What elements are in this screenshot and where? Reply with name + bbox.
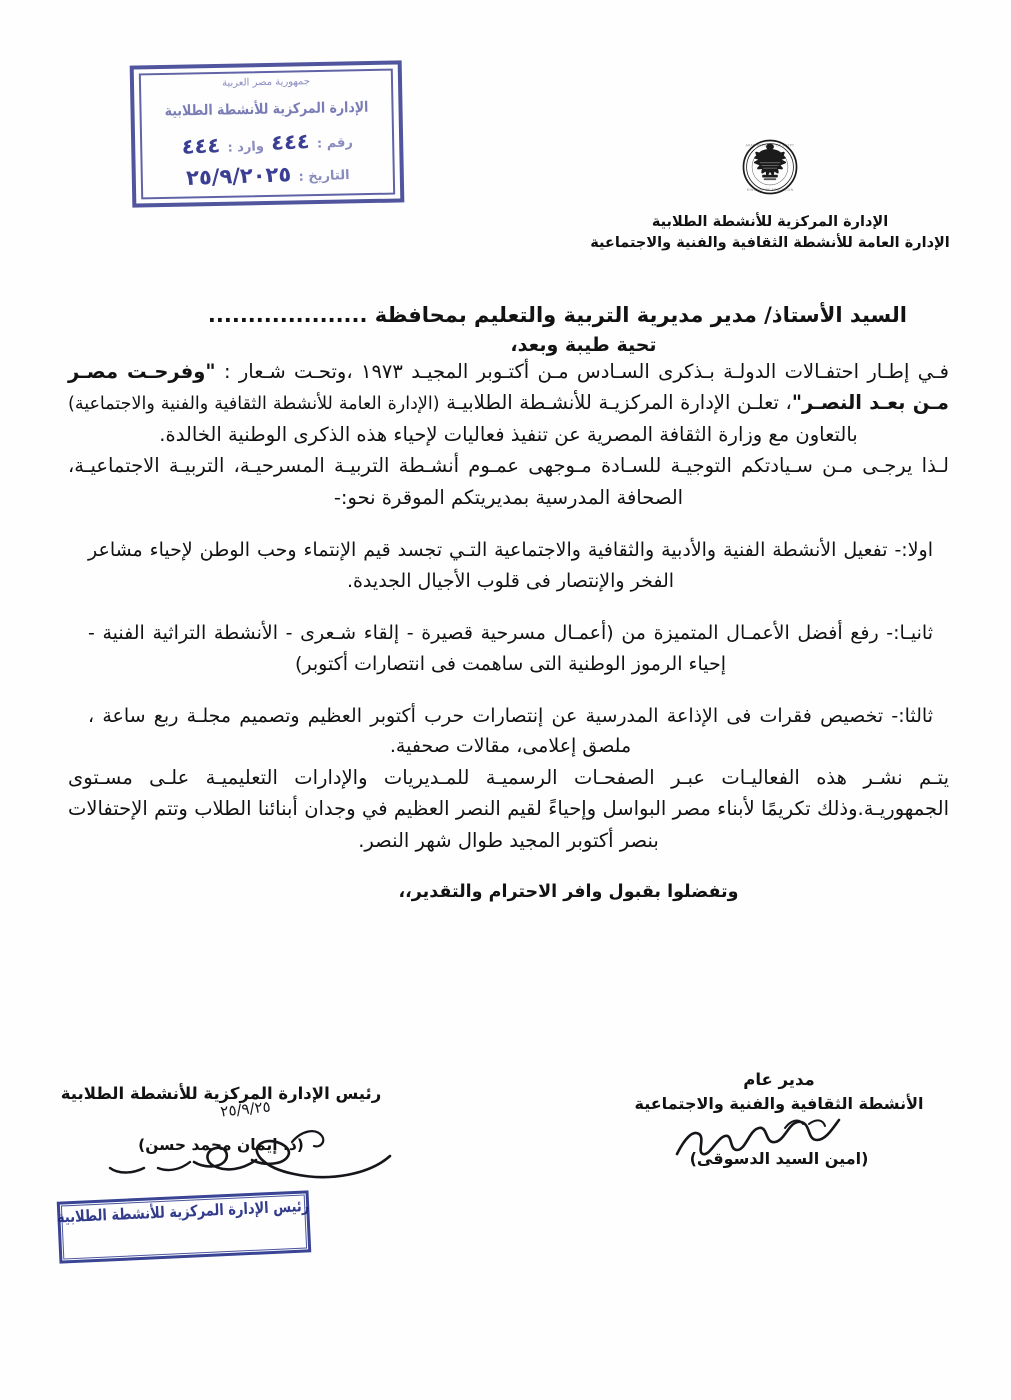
received-stamp-country: جمهورية مصر العربية bbox=[221, 76, 311, 89]
intro-paragraph bbox=[68, 356, 949, 451]
list-item-marker: اولا:- bbox=[894, 539, 933, 562]
svg-text:٢٥/٩/٢٥: ٢٥/٩/٢٥ bbox=[219, 1097, 272, 1121]
received-stamp-organization: الإدارة المركزية للأنشطة الطلابية bbox=[164, 97, 369, 120]
intro-text-after-slogan: ، تعلـن الإدارة المركزيـة للأنشـطة الطلابيـة bbox=[446, 391, 792, 415]
list-item-marker: ثالثا:- bbox=[891, 704, 933, 727]
received-stamp-incoming-value: ٤٤٤ bbox=[181, 133, 221, 159]
list-item-text: تفعيل الأنشطة الفنية والأدبية والثقافية والاجتماعية التـي تجسد قيم الإنتماء وحب الوطن لإحياء مشاعر الفخر والإنتصار فى قلوب الأجيال الجديدة. bbox=[88, 539, 888, 592]
received-stamp-number-label: رقم : bbox=[316, 135, 354, 152]
received-stamp-date-value: ٢٥/٩/٢٠٢٥ bbox=[185, 162, 292, 190]
greeting-line: تحية طيبة وبعد، bbox=[510, 333, 657, 356]
signatory-name: (امين السيد الدسوقى) bbox=[689, 1149, 869, 1169]
approval-stamp-text: رئيس الإدارة المركزية للأنشطة الطلابية bbox=[56, 1197, 310, 1228]
letterhead-line-1: الإدارة المركزية للأنشطة الطلابية bbox=[651, 214, 889, 230]
signature-block-director-general bbox=[589, 1068, 969, 1168]
signature-title-line-1: مدير عام bbox=[743, 1070, 815, 1089]
list-item-marker: ثانيـا:- bbox=[886, 622, 933, 645]
list-item-text: تخصيص فقرات فى الإذاعة المدرسية عن إنتصارات حرب أكتوبر العظيم وتصميم مجلـة ربع ساعة ، ملصق إعلامى، مقالات صحفية. bbox=[88, 704, 884, 758]
addressee-line: السيد الأستاذ/ مدير مديرية التربية والتعليم بمحافظة .................... bbox=[207, 303, 907, 327]
signatory-name: (د. إيمان محمد حسن) bbox=[138, 1135, 304, 1154]
received-stamp bbox=[130, 60, 405, 207]
svg-text:ARAB REPUBLIC OF EGYPT: ARAB REPUBLIC OF EGYPT bbox=[745, 143, 795, 148]
eagle-of-saladin-emblem bbox=[731, 128, 809, 206]
intro-nested-department: (الإدارة العامة للأنشطة الثقافية والفنية والاجتماعية) bbox=[68, 394, 440, 415]
signature-block-central-admin-head bbox=[36, 1082, 406, 1154]
received-stamp-incoming-label: وارد : bbox=[227, 139, 265, 156]
publication-paragraph: يتـم نشـر هذه الفعاليـات عبـر الصفحـات الرسميـة للمـديريات والإدارات التعليميـة علـى مسـتوى الجمهوريـة.وذلك تكريمًا لأبناء مصر البواسل وإحياءً لقيم النصر العظيم في وجدان أبنائنا الطلاب وتتم الإحتفالات بنصر أكتوبر المجيد طوال شهر النصر. bbox=[68, 765, 949, 852]
received-stamp-date-label: التاريخ : bbox=[298, 168, 350, 185]
svg-text:MINISTRY OF EDUCATION: MINISTRY OF EDUCATION bbox=[746, 188, 794, 193]
request-paragraph: لـذا يرجـى مـن سـيادتكم التوجيـة للسـادة مـوجهى عمـوم أنشـطة التربيـة المسرحيـة، التربيـة الاجتماعيـة، الصحافة المدرسية بمديريتكم الموقرة نحو:- bbox=[68, 454, 949, 509]
intro-text-continue: بالتعاون مع وزارة الثقافة المصرية عن تنفيذ فعاليات لإحياء هذه الذكرى الوطنية الخالدة. bbox=[159, 422, 858, 446]
approval-stamp bbox=[57, 1190, 312, 1263]
signature-title-line-2: الأنشطة الثقافية والفنية والاجتماعية bbox=[634, 1093, 924, 1113]
complimentary-close: وتفضلوا بقبول وافر الاحترام والتقدير،، bbox=[398, 882, 739, 903]
list-item-text: رفع أفضل الأعمـال المتميزة من (أعمـال مسرحية قصيرة - إلقاء شـعرى - الأنشطة التراثية الفنية - إحياء الرموز الوطنية التى ساهمت فى انتصارات أكتوبر) bbox=[88, 622, 879, 675]
letter-body bbox=[0, 300, 1011, 902]
received-stamp-number-value: ٤٤٤ bbox=[270, 129, 311, 155]
letterhead bbox=[560, 128, 980, 254]
letterhead-line-2: الإدارة العامة للأنشطة الثقافية والفنية والاجتماعية bbox=[590, 235, 950, 252]
campaign-slogan: "وفرحـت مصـر مـن بعـد النصـر" bbox=[68, 359, 949, 415]
list-item bbox=[68, 618, 949, 679]
list-item bbox=[68, 701, 949, 762]
list-item bbox=[68, 535, 949, 596]
signature-title-line-1: رئيس الإدارة المركزية للأنشطة الطلابية bbox=[60, 1084, 382, 1103]
intro-text-before-slogan: فـي إطـار احتفـالات الدولـة بـذكرى السـادس مـن أكتـوبر المجيـد ١٩٧٣ ،وتحـت شـعار : bbox=[223, 359, 949, 383]
